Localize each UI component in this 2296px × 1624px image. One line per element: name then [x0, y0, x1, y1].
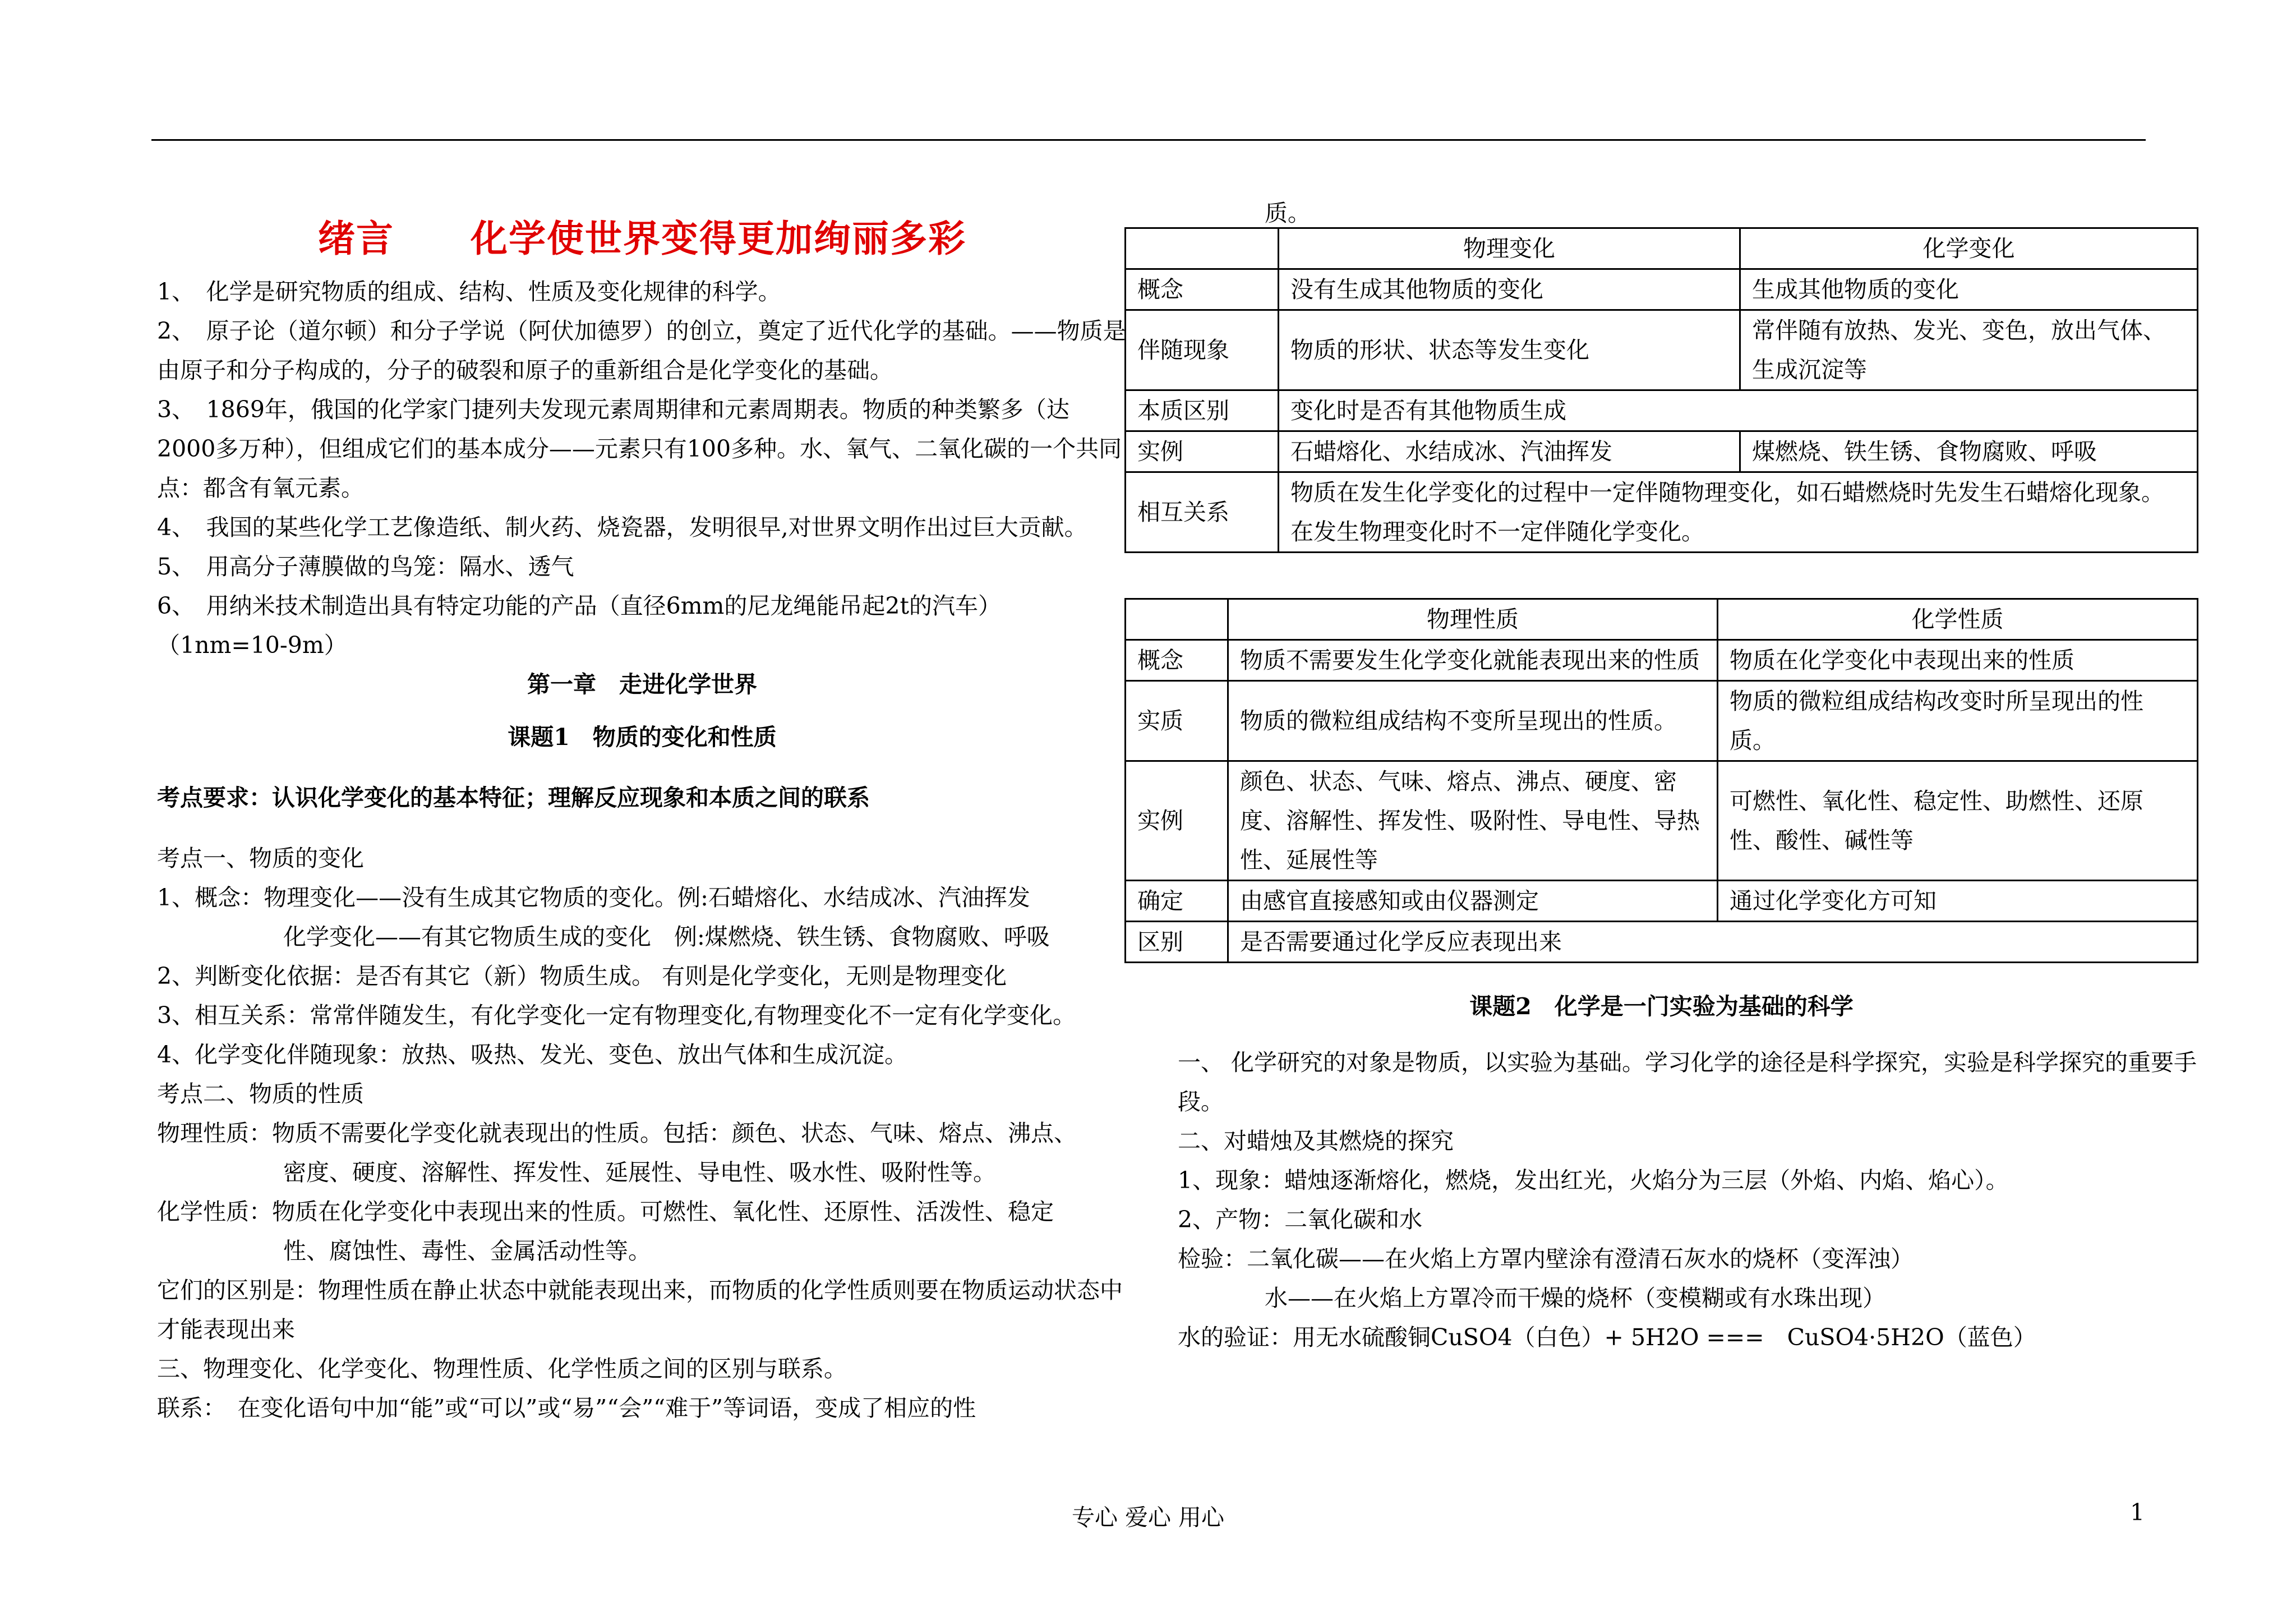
- lesson1-heading: 课题1 物质的变化和性质: [508, 724, 777, 751]
- intro-item: 2、 原子论（道尔顿）和分子学说（阿伏加德罗）的创立，奠定了近代化学的基础。——物质是由原子和分子构成的，分子的破裂和原子的重新组合是化学变化的基础。: [157, 318, 1126, 384]
- table-row: [1126, 881, 2198, 922]
- table-cell: 生成其他物质的变化: [1740, 269, 2198, 310]
- table-cell: 颜色、状态、气味、熔点、沸点、硬度、密度、溶解性、挥发性、吸附性、导电性、导热性、延展性等: [1228, 761, 1718, 881]
- table-cell: 概念: [1126, 640, 1228, 681]
- table-cell: 相互关系: [1126, 472, 1279, 553]
- table-cell: 概念: [1126, 269, 1279, 310]
- table-cell: 物质不需要发生化学变化就能表现出来的性质: [1228, 640, 1718, 681]
- table-cell: 实例: [1126, 431, 1279, 472]
- right-line: 二、对蜡烛及其燃烧的探究: [1178, 1128, 1454, 1154]
- table-header-row: [1126, 599, 2198, 640]
- table-header-cell: 物理性质: [1228, 599, 1718, 640]
- left-line: 考点一、物质的变化: [157, 845, 364, 872]
- table-row: [1126, 640, 2198, 681]
- table-row: [1126, 310, 2198, 390]
- intro-item: 6、 用纳米技术制造出具有特定功能的产品（直径6mm的尼龙绳能吊起2t的汽车）: [157, 592, 1001, 619]
- table-cell: 物质的形状、状态等发生变化: [1279, 310, 1740, 390]
- table-cell: 常伴随有放热、发光、变色，放出气体、生成沉淀等: [1740, 310, 2198, 390]
- intro-item: 3、 1869年，俄国的化学家门捷列夫发现元素周期律和元素周期表。物质的种类繁多（达2000多万种），但组成它们的基本成分——元素只有100多种。水、氧气、二氧化碳的一个共同点：都含有氧元素。: [157, 396, 1122, 502]
- requirement: 考点要求：认识化学变化的基本特征；理解反应现象和本质之间的联系: [157, 784, 870, 811]
- left-line: 考点二、物质的性质: [157, 1080, 364, 1107]
- table-row: [1126, 472, 2198, 553]
- page-title: 绪言 化学使世界变得更加绚丽多彩: [318, 217, 966, 260]
- table-header-cell: 化学性质: [1718, 599, 2198, 640]
- left-column: [157, 202, 1127, 1428]
- table-cell: 由感官直接感知或由仪器测定: [1228, 881, 1718, 922]
- table-cell: 可燃性、氧化性、稳定性、助燃性、还原性、酸性、碱性等: [1718, 761, 2198, 881]
- lesson2-heading: 课题2 化学是一门实验为基础的科学: [1469, 993, 1854, 1020]
- right-line: 检验：二氧化碳——在火焰上方罩内壁涂有澄清石灰水的烧杯（变浑浊）: [1178, 1245, 1914, 1272]
- table-cell: 物质在发生化学变化的过程中一定伴随物理变化，如石蜡燃烧时先发生石蜡熔化现象。在发生物理变化时不一定伴随化学变化。: [1279, 472, 2198, 553]
- left-line: 性、腐蚀性、毒性、金属活动性等。: [283, 1237, 651, 1264]
- left-line: 三、物理变化、化学变化、物理性质、化学性质之间的区别与联系。: [157, 1355, 847, 1382]
- table-header-cell: 物理变化: [1279, 228, 1740, 269]
- page-footer: 专心 爱心 用心: [1071, 1504, 1225, 1531]
- table-cell: 确定: [1126, 881, 1228, 922]
- table-row: [1126, 681, 2198, 761]
- table-cell: 变化时是否有其他物质生成: [1279, 390, 2198, 431]
- table-properties: [1124, 598, 2198, 963]
- table-cell: 物质在化学变化中表现出来的性质: [1718, 640, 2198, 681]
- left-line: 化学变化——有其它物质生成的变化 例:煤燃烧、铁生锈、食物腐败、呼吸: [283, 923, 1050, 950]
- right-line: 2、产物：二氧化碳和水: [1178, 1206, 1423, 1233]
- left-line: 化学性质：物质在化学变化中表现出来的性质。可燃性、氧化性、还原性、活泼性、稳定: [157, 1198, 1054, 1225]
- right-column: [1124, 199, 2198, 1357]
- intro-item: （1nm=10-9m）: [157, 632, 347, 659]
- left-line: 3、相互关系：常常伴随发生，有化学变化一定有物理变化,有物理变化不一定有化学变化。: [157, 1002, 1076, 1029]
- table-cell: 物质的微粒组成结构改变时所呈现出的性质。: [1718, 681, 2198, 761]
- table-cell: 实例: [1126, 761, 1228, 881]
- table-row: [1126, 431, 2198, 472]
- table-header-cell: 化学变化: [1740, 228, 2198, 269]
- chapter-heading: 第一章 走进化学世界: [527, 671, 757, 698]
- right-line: 1、现象：蜡烛逐渐熔化，燃烧，发出红光，火焰分为三层（外焰、内焰、焰心）。: [1178, 1167, 2009, 1194]
- table-row: [1126, 922, 2198, 963]
- table-cell: 本质区别: [1126, 390, 1279, 431]
- table-cell: 石蜡熔化、水结成冰、汽油挥发: [1279, 431, 1740, 472]
- left-line: 4、化学变化伴随现象：放热、吸热、发光、变色、放出气体和生成沉淀。: [157, 1041, 908, 1068]
- page-number: 1: [2130, 1499, 2145, 1526]
- header-rule: [151, 139, 2146, 141]
- left-line: 2、判断变化依据：是否有其它（新）物质生成。 有则是化学变化，无则是物理变化: [157, 963, 1007, 990]
- table-cell: 没有生成其他物质的变化: [1279, 269, 1740, 310]
- table-cell: 实质: [1126, 681, 1228, 761]
- table-cell: 是否需要通过化学反应表现出来: [1228, 922, 2198, 963]
- intro-item: 5、 用高分子薄膜做的鸟笼：隔水、透气: [157, 553, 574, 580]
- table-cell: 物质的微粒组成结构不变所呈现出的性质。: [1228, 681, 1718, 761]
- right-line: 水的验证：用无水硫酸铜CuSO4（白色）+ 5H2O === CuSO4·5H2O（蓝色）: [1178, 1324, 2036, 1351]
- table-header-row: [1126, 228, 2198, 269]
- table-header-cell: [1126, 228, 1279, 269]
- table-row: [1126, 390, 2198, 431]
- right-line: 一、 化学研究的对象是物质，以实验为基础。学习化学的途径是科学探究，实验是科学探究的重要手段。: [1178, 1049, 2197, 1115]
- intro-item: 1、 化学是研究物质的组成、结构、性质及变化规律的科学。: [157, 278, 781, 305]
- intro-item: 4、 我国的某些化学工艺像造纸、制火药、烧瓷器，发明很早,对世界文明作出过巨大贡献。: [157, 514, 1087, 541]
- left-line: 物理性质：物质不需要化学变化就表现出的性质。包括：颜色、状态、气味、熔点、沸点、: [157, 1120, 1077, 1147]
- right-line: 水——在火焰上方罩冷而干燥的烧杯（变模糊或有水珠出现）: [1265, 1285, 1885, 1312]
- table-cell: 区别: [1126, 922, 1228, 963]
- table-header-cell: [1126, 599, 1228, 640]
- table-cell: 通过化学变化方可知: [1718, 881, 2198, 922]
- left-line: 联系： 在变化语句中加“能”或“可以”或“易”“会”“难于”等词语，变成了相应的性: [157, 1395, 976, 1421]
- table-changes: [1124, 227, 2198, 553]
- left-line: 1、概念：物理变化——没有生成其它物质的变化。例:石蜡熔化、水结成冰、汽油挥发: [157, 884, 1030, 911]
- continued-text: 质。: [1265, 200, 1311, 227]
- table-cell: 伴随现象: [1126, 310, 1279, 390]
- table-cell: 煤燃烧、铁生锈、食物腐败、呼吸: [1740, 431, 2198, 472]
- table-row: [1126, 269, 2198, 310]
- table-row: [1126, 761, 2198, 881]
- left-line: 它们的区别是：物理性质在静止状态中就能表现出来，而物质的化学性质则要在物质运动状态中才能表现出来: [157, 1277, 1123, 1343]
- left-line: 密度、硬度、溶解性、挥发性、延展性、导电性、吸水性、吸附性等。: [283, 1159, 996, 1186]
